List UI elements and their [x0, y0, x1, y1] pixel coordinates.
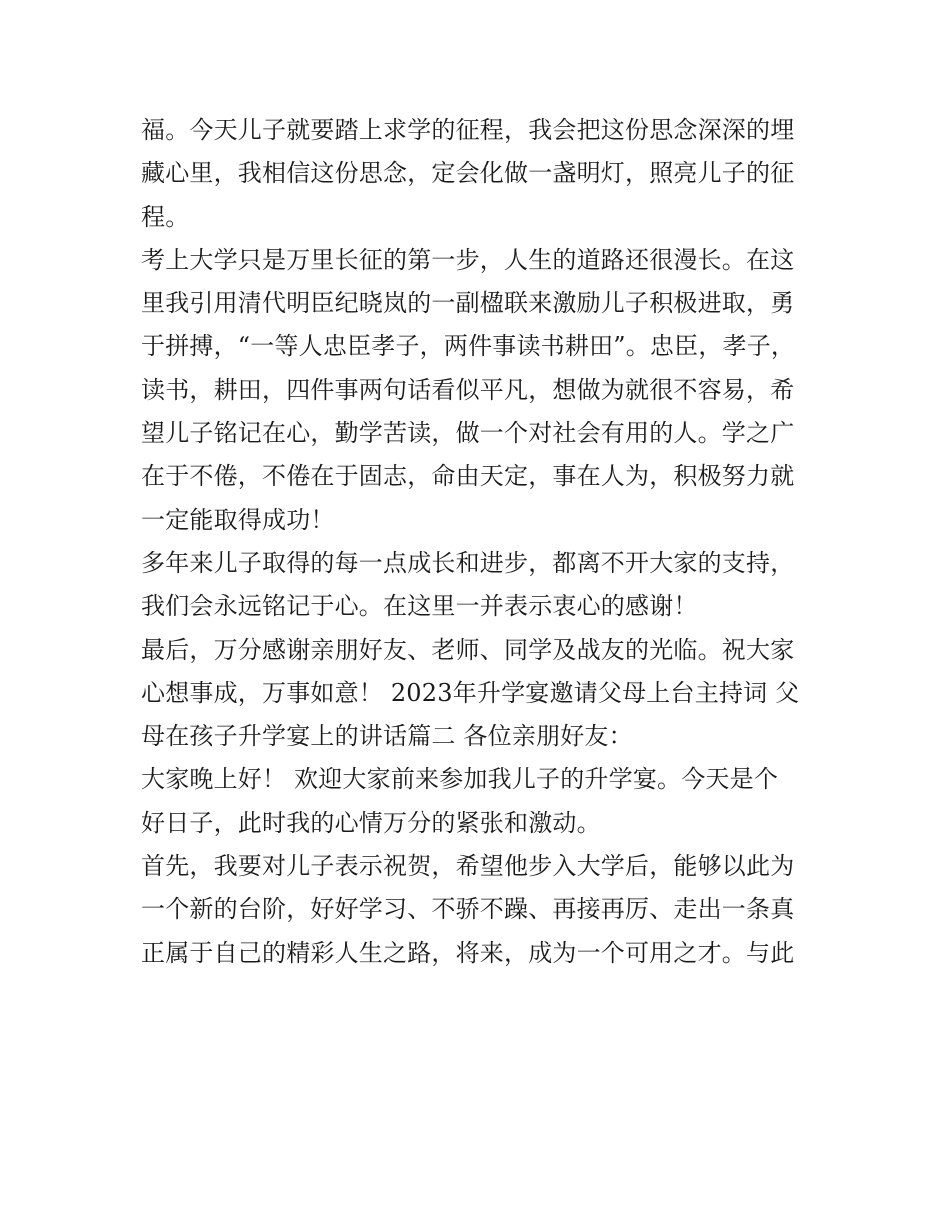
text-line: 藏心里，我相信这份思念，定会化做一盏明灯，照亮儿子的征 [141, 159, 795, 188]
text-line: 大家晚上好！ 欢迎大家前来参加我儿子的升学宴。今天是个 [141, 765, 779, 794]
text-line: 考上大学只是万里长征的第一步，人生的道路还很漫长。在这 [141, 245, 795, 274]
text-line: 好日子，此时我的心情万分的紧张和激动。 [141, 808, 601, 837]
text-line: 一定能取得成功！ [141, 505, 335, 534]
text-line: 正属于自己的精彩人生之路，将来，成为一个可用之才。与此 [141, 938, 795, 967]
text-line: 程。 [141, 202, 190, 231]
text-line: 心想事成，万事如意！ 2023年升学宴邀请父母上台主持词 父 [141, 678, 800, 707]
text-line: 我们会永远铭记于心。在这里一并表示衷心的感谢！ [141, 592, 698, 621]
text-line: 读书，耕田，四件事两句话看似平凡，想做为就很不容易，希 [141, 375, 795, 404]
text-line: 里我引用清代明臣纪晓岚的一副楹联来激励儿子积极进取，勇 [141, 289, 795, 318]
document-body-text [141, 109, 821, 975]
text-line: 多年来儿子取得的每一点成长和进步，都离不开大家的支持， [141, 548, 795, 577]
text-line: 福。今天儿子就要踏上求学的征程，我会把这份思念深深的埋 [141, 116, 795, 144]
text-line: 首先，我要对儿子表示祝贺，希望他步入大学后，能够以此为 [141, 852, 795, 881]
text-line: 一个新的台阶，好好学习、不骄不躁、再接再厉、走出一条真 [141, 895, 795, 924]
text-line: 母在孩子升学宴上的讲话篇二 各位亲朋好友： [141, 722, 633, 751]
text-line: 在于不倦，不倦在于固志，命由天定，事在人为，积极努力就 [141, 462, 795, 491]
text-line: 于拼搏，“一等人忠臣孝子，两件事读书耕田”。忠臣，孝子， [141, 332, 796, 361]
text-line: 望儿子铭记在心，勤学苦读，做一个对社会有用的人。学之广 [141, 419, 795, 448]
text-line: 最后，万分感谢亲朋好友、老师、同学及战友的光临。祝大家 [141, 635, 795, 664]
